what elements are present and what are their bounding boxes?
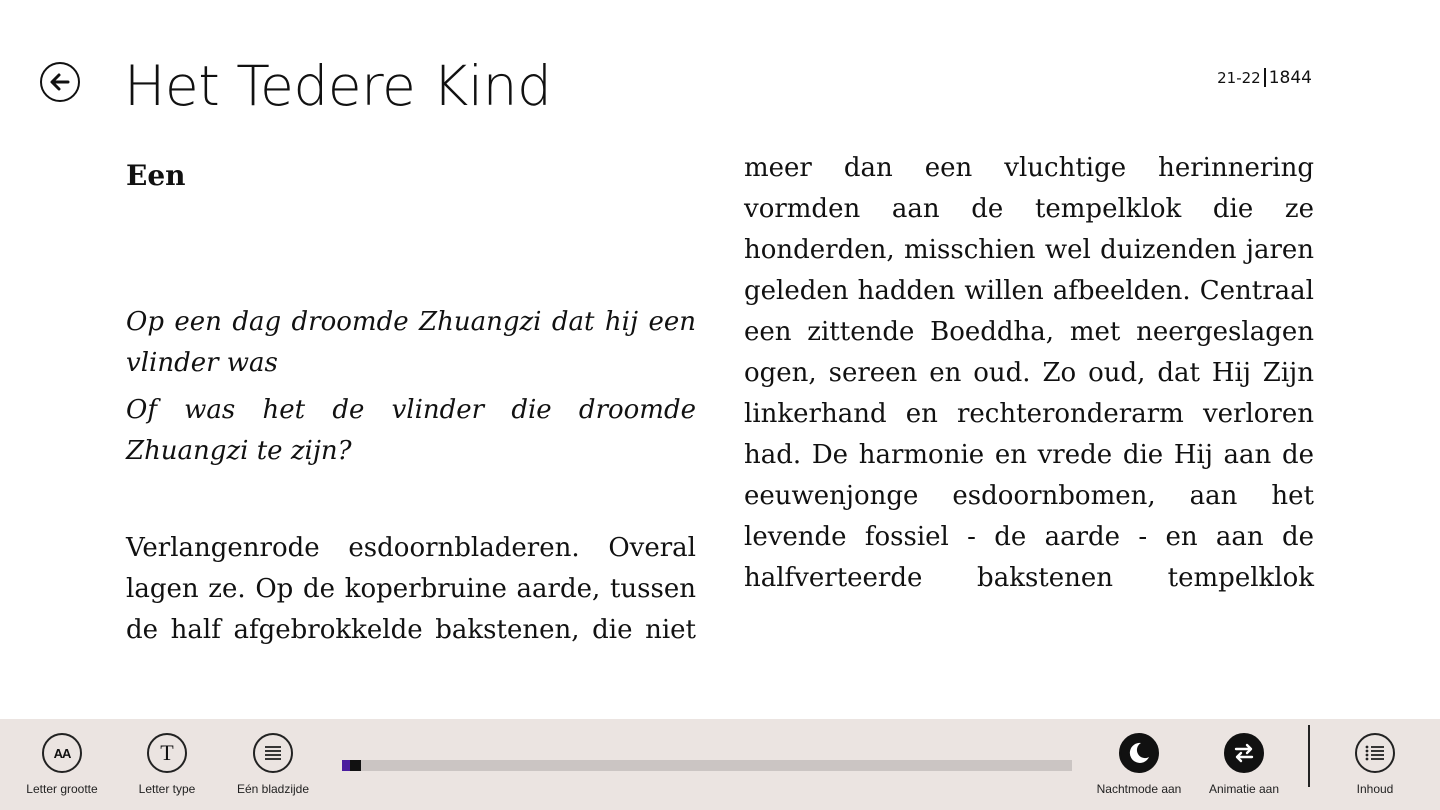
app-bar-divider [1308,725,1310,787]
swap-arrows-icon [1224,733,1264,773]
single-page-label: Eén bladzijde [236,782,310,796]
progress-marker [342,760,350,771]
app-bar [0,719,1440,810]
epigraph-line-1: Op een dag droomde Zhuangzi dat hij een vlinder was [126,307,696,378]
chapter-heading: Een [126,159,186,192]
night-mode-label: Nachtmode aan [1096,782,1182,796]
font-type-button[interactable] [112,733,222,796]
total-pages: 1844 [1268,68,1312,88]
current-pages: 21-22 [1217,69,1261,87]
font-size-icon: AA [42,733,82,773]
left-page-column [126,150,696,651]
page-indicator [1217,68,1312,88]
animation-button[interactable] [1189,733,1299,796]
contents-label: Inhoud [1356,782,1394,796]
night-mode-button[interactable] [1084,733,1194,796]
moon-icon [1119,733,1159,773]
animation-label: Animatie aan [1208,782,1280,796]
epigraph-line-2: Of was het de vlinder die droomde Zhuangzi te zijn? [126,395,696,466]
font-size-button[interactable] [7,733,117,796]
right-page-column [744,150,1314,599]
page-separator [1264,68,1266,87]
body-paragraph-left: Verlangenrode esdoornbladeren. Overal lagen ze. Op de koperbruine aarde, tussen de half afgebrokkelde bakstenen, die niet [126,533,696,645]
back-button[interactable] [40,62,80,102]
font-size-label: Letter grootte [26,782,98,796]
contents-button[interactable] [1320,733,1430,796]
book-title: Het Tedere Kind [124,54,552,118]
body-paragraph-right: meer dan een vluchtige herinnering vormden aan de tempelklok die ze honderden, misschien wel duizenden jaren geleden hadden willen afbeelden. Centraal een zittende Boeddha, met neergeslagen ogen, sereen en oud. Zo oud, dat Hij Zijn linkerhand en rechteronderarm verloren had. De harmonie en vrede die Hij aan de eeuwenjonge esdoornbomen, aan het levende fossiel - de aarde - en aan de halfverteerde bakstenen tempelklok [744,153,1314,593]
font-type-icon: T [147,733,187,773]
list-icon [1355,733,1395,773]
reading-progress-bar[interactable] [342,760,1072,771]
single-page-icon [253,733,293,773]
back-arrow-icon [48,70,72,94]
single-page-button[interactable] [218,733,328,796]
font-type-label: Letter type [138,782,196,796]
